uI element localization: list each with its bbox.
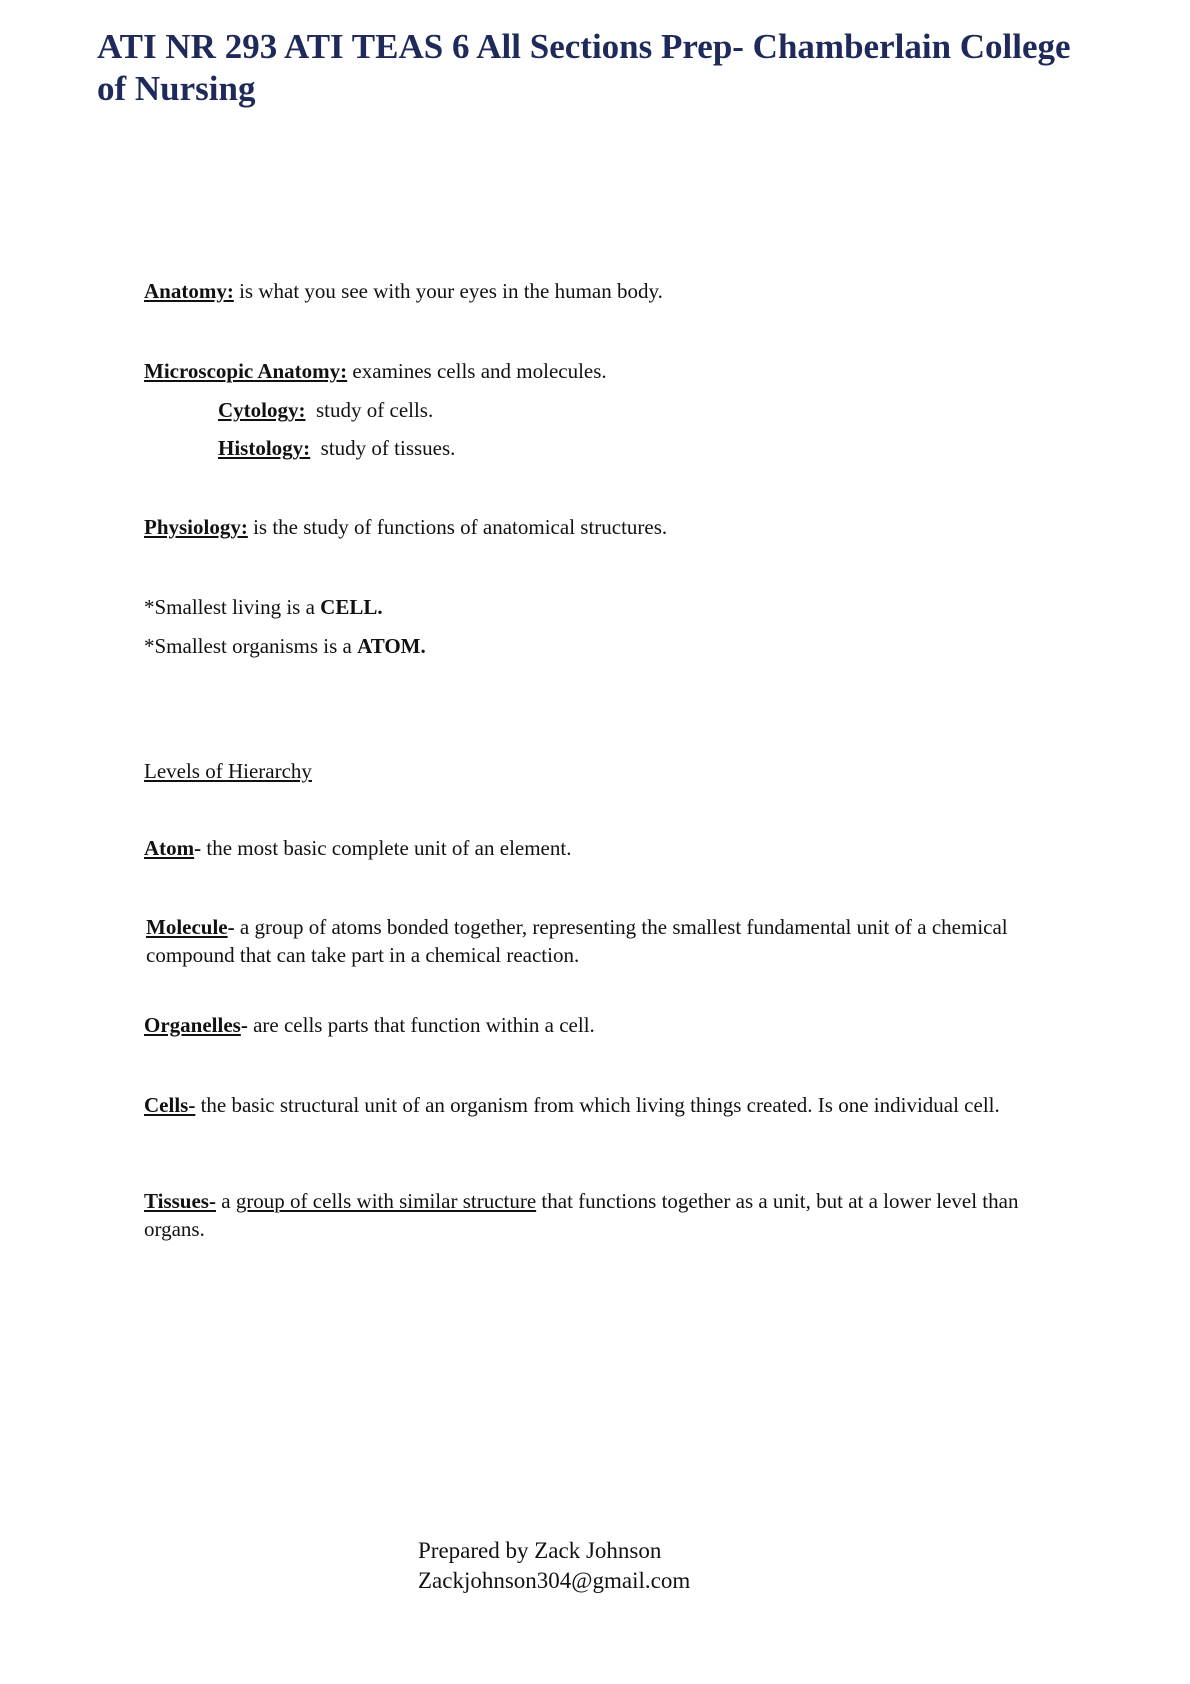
prepared-by: Prepared by Zack Johnson [418, 1538, 662, 1563]
cytology-text: study of cells. [305, 398, 434, 422]
hierarchy-heading: Levels of Hierarchy [144, 759, 312, 783]
molecule-text: a group of atoms bonded together, representing the smallest fundamental unit of a chemical compound that can take part in a chemical reaction. [146, 915, 1008, 967]
microscopic-anatomy-definition [144, 357, 607, 385]
histology-text: study of tissues. [310, 436, 456, 460]
cytology-definition [218, 396, 433, 424]
anatomy-definition [144, 277, 663, 305]
atom-dash: - [194, 836, 202, 860]
physiology-term: Physiology: [144, 515, 248, 539]
cells-definition [144, 1091, 1094, 1119]
molecule-term: Molecule [146, 915, 228, 939]
physiology-text: is the study of functions of anatomical structures. [247, 515, 668, 539]
cytology-term: Cytology: [218, 398, 306, 422]
tissues-term: Tissues- [144, 1189, 216, 1213]
tissues-text-a: a [215, 1189, 236, 1213]
histology-term: Histology: [218, 436, 311, 460]
molecule-dash: - [227, 915, 235, 939]
histology-definition [218, 434, 455, 462]
note-prefix: *Smallest organisms is a [144, 634, 358, 658]
anatomy-term: Anatomy: [144, 279, 234, 303]
physiology-definition [144, 513, 667, 541]
cells-text: the basic structural unit of an organism from which living things created. Is one individual cell. [195, 1093, 1000, 1117]
note-emphasis: CELL. [320, 595, 383, 619]
note-emphasis: ATOM. [357, 634, 426, 658]
author-email: Zackjohnson304@gmail.com [418, 1568, 691, 1593]
tissues-text-b: that functions together as a unit, but at a lower level than organs. [144, 1189, 1019, 1241]
footer [418, 1536, 690, 1596]
document-title: ATI NR 293 ATI TEAS 6 All Sections Prep- Chamberlain College of Nursing [97, 27, 1071, 108]
organelles-text: are cells parts that function within a cell. [247, 1013, 595, 1037]
atom-definition [144, 834, 571, 862]
microscopic-anatomy-text: examines cells and molecules. [347, 359, 607, 383]
organelles-term: Organelles [144, 1013, 241, 1037]
note-smallest-organism [144, 632, 426, 660]
organelles-definition [144, 1011, 595, 1039]
anatomy-text: is what you see with your eyes in the human body. [233, 279, 663, 303]
atom-text: the most basic complete unit of an element. [201, 836, 572, 860]
note-prefix: *Smallest living is a [144, 595, 321, 619]
tissues-definition [144, 1187, 1069, 1243]
molecule-definition [146, 913, 1066, 969]
microscopic-anatomy-term: Microscopic Anatomy: [144, 359, 348, 383]
atom-term: Atom [144, 836, 195, 860]
cells-term: Cells- [144, 1093, 196, 1117]
note-smallest-living [144, 593, 383, 621]
tissues-underlined-phrase: group of cells with similar structure [235, 1189, 537, 1213]
organelles-dash: - [240, 1013, 248, 1037]
